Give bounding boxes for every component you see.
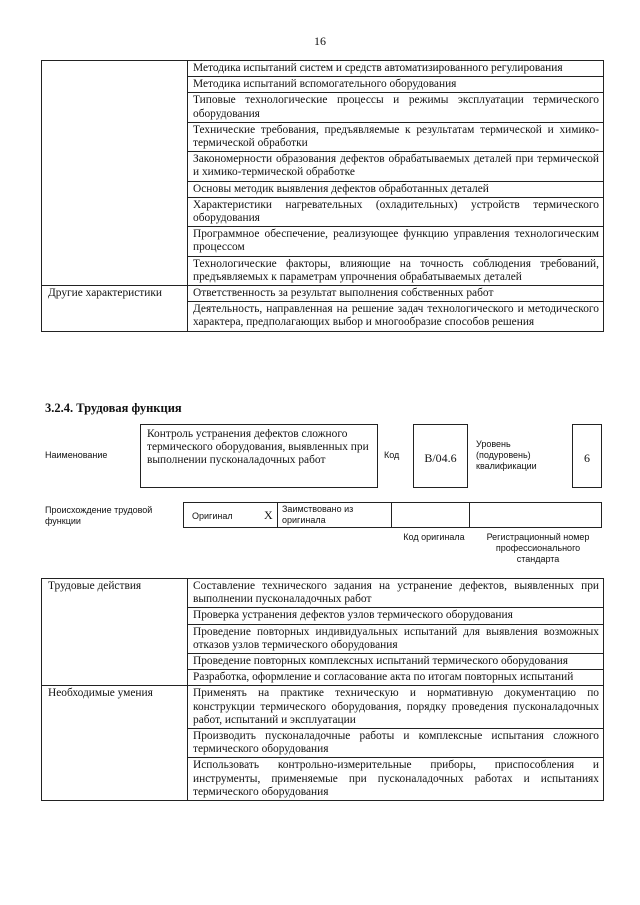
- function-name-box: Контроль устранения дефектов сложного термического оборудования, выявленных при выполнении пусконаладочных работ: [140, 424, 378, 488]
- row-text: Проверка устранения дефектов узлов термического оборудования: [188, 608, 604, 624]
- table-row: [42, 61, 604, 77]
- original-label: Оригинал: [192, 511, 233, 521]
- row-text: Применять на практике техническую и нормативную документацию по конструкции термического оборудования, порядку проведения пусконаладочных работ, испытаний и эксплуатации: [188, 686, 604, 729]
- code-value-box: B/04.6: [413, 424, 468, 488]
- row-label: Необходимые умения: [42, 686, 188, 801]
- row-text: Методика испытаний вспомогательного оборудования: [188, 77, 604, 93]
- labor-actions-table: [41, 578, 604, 801]
- row-text: Программное обеспечение, реализующее функцию управления технологическим процессом: [188, 227, 604, 256]
- row-text: Характеристики нагревательных (охладительных) устройств термического оборудования: [188, 197, 604, 226]
- row-text: Производить пусконаладочные работы и комплексные испытания сложного термического оборудования: [188, 729, 604, 758]
- row-text: Основы методик выявления дефектов обработанных деталей: [188, 181, 604, 197]
- row-text: Деятельность, направленная на решение задач технологического и методического характера, предполагающих выбор и многообразие способов решения: [188, 302, 604, 331]
- table-row: [42, 686, 604, 729]
- row-text: Закономерности образования дефектов обрабатываемых деталей при термической и химико-термической обработке: [188, 152, 604, 181]
- original-mark: X: [264, 508, 273, 522]
- row-text: Методика испытаний систем и средств автоматизированного регулирования: [188, 61, 604, 77]
- row-label: Другие характеристики: [42, 286, 188, 332]
- row-text: Технические требования, предъявляемые к результатам термической и химико-термической обработки: [188, 122, 604, 151]
- row-label: [42, 61, 188, 286]
- knowledge-table: [41, 60, 604, 332]
- reg-number-caption: Регистрационный номер профессионального стандарта: [486, 532, 590, 564]
- original-code-cell: [392, 503, 470, 527]
- table-row: [42, 286, 604, 302]
- original-code-caption: Код оригинала: [403, 532, 465, 542]
- row-text: Ответственность за результат выполнения собственных работ: [188, 286, 604, 302]
- section-heading: 3.2.4. Трудовая функция: [45, 401, 182, 415]
- row-text: Проведение повторных комплексных испытаний термического оборудования: [188, 654, 604, 670]
- row-text: Разработка, оформление и согласование акта по итогам повторных испытаний: [188, 670, 604, 686]
- row-text: Проведение повторных индивидуальных испытаний для выявления возможных отказов узлов термического оборудования: [188, 624, 604, 653]
- page-number: 16: [314, 34, 326, 48]
- level-label: Уровень (подуровень) квалификации: [476, 439, 537, 471]
- row-text: Технологические факторы, влияющие на точность соблюдения требований, предъявляемых к параметрам упрочнения обрабатываемых деталей: [188, 256, 604, 285]
- table-row: [42, 579, 604, 608]
- row-label: Трудовые действия: [42, 579, 188, 686]
- row-text: Типовые технологические процессы и режимы эксплуатации термического оборудования: [188, 93, 604, 122]
- row-text: Составление технического задания на устранение дефектов, выявленных при выполнении пусконаладочных работ: [188, 579, 604, 608]
- origin-row: [183, 502, 602, 528]
- row-text: Использовать контрольно-измерительные приборы, приспособления и инструменты, применяемые при пусконаладочных работах и испытаниях термического оборудования: [188, 758, 604, 801]
- reg-number-cell: [470, 503, 601, 527]
- borrowed-cell: Заимствовано из оригинала: [278, 503, 392, 527]
- level-value-box: 6: [572, 424, 602, 488]
- origin-label: Происхождение трудовой функции: [45, 505, 153, 526]
- name-label: Наименование: [45, 450, 108, 460]
- original-cell: [184, 503, 278, 527]
- code-label: Код: [384, 450, 400, 460]
